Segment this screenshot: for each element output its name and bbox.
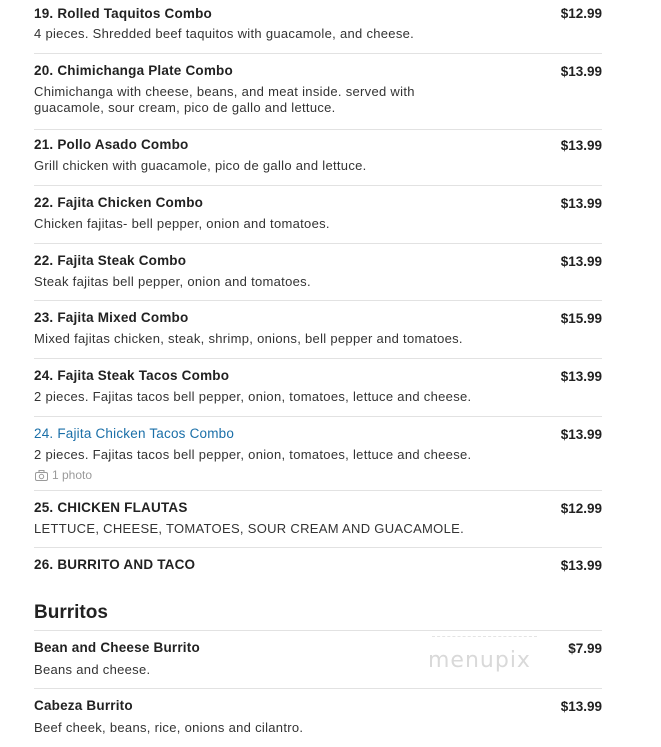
item-name: 22. Fajita Steak Combo (34, 253, 187, 268)
menu-item (34, 0, 602, 54)
item-description: Steak fajitas bell pepper, onion and tomatoes. (34, 274, 311, 289)
menu-item (34, 301, 602, 359)
menu-item (34, 689, 602, 747)
item-name: 26. BURRITO AND TACO (34, 557, 196, 572)
menu-item (34, 359, 602, 417)
section-title: Burritos (34, 602, 108, 623)
item-description: Beans and cheese. (34, 662, 151, 677)
watermark-logo: menupix (428, 648, 531, 673)
menu-item (34, 130, 602, 186)
menu-list-combos (34, 0, 602, 586)
item-price: $13.99 (560, 558, 602, 573)
item-price: $13.99 (560, 138, 602, 153)
menu-item (34, 244, 602, 301)
item-price: $7.99 (568, 641, 602, 656)
menu-item (34, 491, 602, 548)
camera-icon (35, 470, 48, 481)
item-name: 19. Rolled Taquitos Combo (34, 6, 213, 21)
menu-item (34, 548, 602, 586)
item-name-link[interactable]: 24. Fajita Chicken Tacos Combo (34, 426, 235, 441)
item-name: 22. Fajita Chicken Combo (34, 195, 204, 210)
item-price: $13.99 (560, 369, 602, 384)
item-description: Mixed fajitas chicken, steak, shrimp, onions, bell pepper and tomatoes. (34, 331, 463, 346)
item-name: Bean and Cheese Burrito (34, 640, 200, 655)
item-description: 2 pieces. Fajitas tacos bell pepper, onion, tomatoes, lettuce and cheese. (34, 389, 472, 404)
item-price: $12.99 (560, 6, 602, 21)
menu-item (34, 186, 602, 244)
item-name: Cabeza Burrito (34, 698, 133, 713)
item-price: $15.99 (560, 311, 602, 326)
item-price: $13.99 (560, 64, 602, 79)
photo-link[interactable] (35, 468, 92, 482)
item-description: 2 pieces. Fajitas tacos bell pepper, onion, tomatoes, lettuce and cheese. (34, 447, 472, 462)
item-name: 24. Fajita Steak Tacos Combo (34, 368, 230, 383)
item-price: $12.99 (560, 501, 602, 516)
item-description: LETTUCE, CHEESE, TOMATOES, SOUR CREAM AND GUACAMOLE. (34, 521, 464, 536)
item-name: 25. CHICKEN FLAUTAS (34, 500, 188, 515)
item-price: $13.99 (560, 699, 602, 714)
item-price: $13.99 (560, 254, 602, 269)
menu-item (34, 54, 602, 130)
watermark-divider (432, 636, 537, 638)
item-description: Beef cheek, beans, rice, onions and cilantro. (34, 720, 304, 735)
item-name: 20. Chimichanga Plate Combo (34, 63, 233, 78)
photo-count: 1 photo (52, 468, 93, 482)
item-description: 4 pieces. Shredded beef taquitos with guacamole, and cheese. (34, 26, 415, 41)
item-name: 23. Fajita Mixed Combo (34, 310, 189, 325)
item-description: Grill chicken with guacamole, pico de gallo and lettuce. (34, 158, 367, 173)
item-name: 21. Pollo Asado Combo (34, 137, 189, 152)
menu-item (34, 417, 602, 491)
item-price: $13.99 (560, 427, 602, 442)
item-price: $13.99 (560, 196, 602, 211)
item-description: Chimichanga with cheese, beans, and meat inside. served with guacamole, sour cream, pico de gallo and lettuce. (34, 84, 415, 115)
item-description: Chicken fajitas- bell pepper, onion and tomatoes. (34, 216, 330, 231)
